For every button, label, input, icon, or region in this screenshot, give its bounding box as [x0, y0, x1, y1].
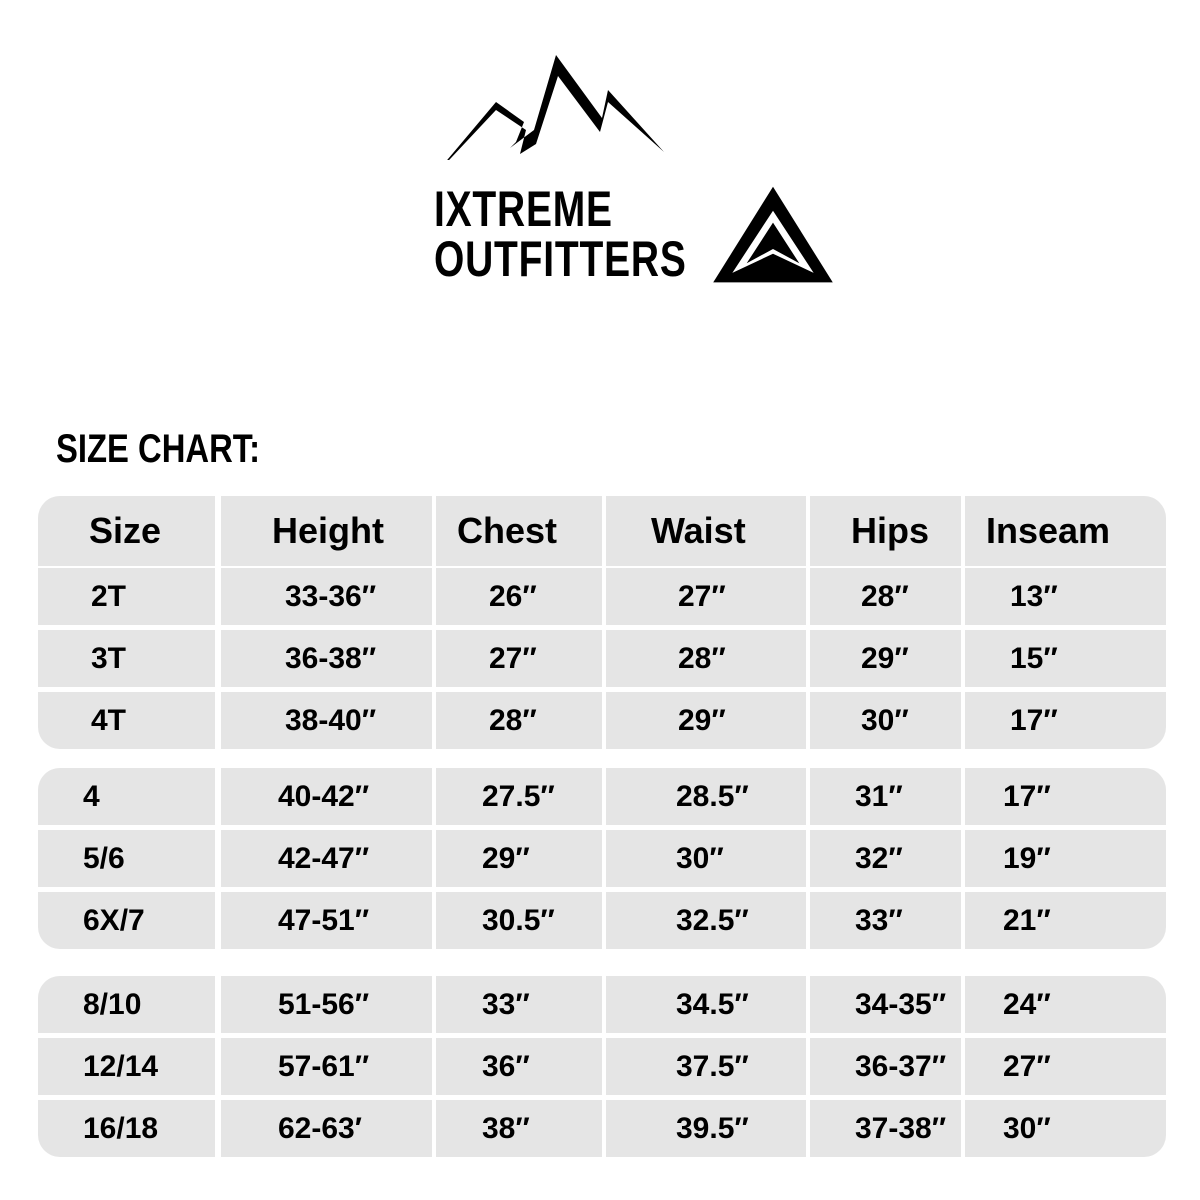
- measurement-cell: 30.5″: [436, 892, 602, 949]
- measurement-cell: 37.5″: [606, 1038, 806, 1095]
- measurement-cell: 34.5″: [606, 976, 806, 1033]
- measurement-cell: 13″: [965, 568, 1166, 625]
- measurement-cell: 27″: [965, 1038, 1166, 1095]
- column-header-chest: Chest: [436, 496, 602, 566]
- measurement-cell: 51-56″: [221, 976, 432, 1033]
- size-label-cell: 2T: [38, 568, 215, 625]
- mountain-peaks-icon: [428, 50, 708, 160]
- brand-name-line-2: OUTFITTERS: [434, 231, 687, 287]
- measurement-cell: 29″: [436, 830, 602, 887]
- measurement-cell: 28″: [810, 568, 961, 625]
- column-header-inseam: Inseam: [965, 496, 1166, 566]
- measurement-cell: 33″: [810, 892, 961, 949]
- measurement-cell: 36″: [436, 1038, 602, 1095]
- measurement-cell: 36-37″: [810, 1038, 961, 1095]
- measurement-cell: 47-51″: [221, 892, 432, 949]
- brand-name-line-1: IXTREME: [434, 181, 613, 237]
- measurement-cell: 40-42″: [221, 768, 432, 825]
- measurement-cell: 36-38″: [221, 630, 432, 687]
- size-chart-title: SIZE CHART:: [56, 427, 261, 471]
- measurement-cell: 57-61″: [221, 1038, 432, 1095]
- measurement-cell: 28″: [606, 630, 806, 687]
- measurement-cell: 17″: [965, 768, 1166, 825]
- measurement-cell: 27″: [436, 630, 602, 687]
- size-label-cell: 5/6: [38, 830, 215, 887]
- size-label-cell: 4T: [38, 692, 215, 749]
- measurement-cell: 29″: [606, 692, 806, 749]
- size-label-cell: 4: [38, 768, 215, 825]
- column-header-waist: Waist: [606, 496, 806, 566]
- size-label-cell: 8/10: [38, 976, 215, 1033]
- measurement-cell: 42-47″: [221, 830, 432, 887]
- measurement-cell: 27.5″: [436, 768, 602, 825]
- column-header-height: Height: [221, 496, 432, 566]
- measurement-cell: 29″: [810, 630, 961, 687]
- measurement-cell: 30″: [810, 692, 961, 749]
- measurement-cell: 31″: [810, 768, 961, 825]
- measurement-cell: 38″: [436, 1100, 602, 1157]
- measurement-cell: 28.5″: [606, 768, 806, 825]
- measurement-cell: 24″: [965, 976, 1166, 1033]
- measurement-cell: 19″: [965, 830, 1166, 887]
- size-label-cell: 16/18: [38, 1100, 215, 1157]
- measurement-cell: 27″: [606, 568, 806, 625]
- size-label-cell: 6X/7: [38, 892, 215, 949]
- measurement-cell: 26″: [436, 568, 602, 625]
- measurement-cell: 15″: [965, 630, 1166, 687]
- measurement-cell: 33-36″: [221, 568, 432, 625]
- measurement-cell: 28″: [436, 692, 602, 749]
- measurement-cell: 62-63′: [221, 1100, 432, 1157]
- measurement-cell: 21″: [965, 892, 1166, 949]
- measurement-cell: 30″: [606, 830, 806, 887]
- size-label-cell: 12/14: [38, 1038, 215, 1095]
- size-label-cell: 3T: [38, 630, 215, 687]
- measurement-cell: 32.5″: [606, 892, 806, 949]
- measurement-cell: 34-35″: [810, 976, 961, 1033]
- measurement-cell: 38-40″: [221, 692, 432, 749]
- triangle-peak-icon: [633, 182, 913, 292]
- measurement-cell: 39.5″: [606, 1100, 806, 1157]
- measurement-cell: 37-38″: [810, 1100, 961, 1157]
- column-header-size: Size: [38, 496, 215, 566]
- measurement-cell: 30″: [965, 1100, 1166, 1157]
- column-header-hips: Hips: [810, 496, 961, 566]
- brand-logo: [428, 50, 708, 290]
- measurement-cell: 33″: [436, 976, 602, 1033]
- measurement-cell: 17″: [965, 692, 1166, 749]
- measurement-cell: 32″: [810, 830, 961, 887]
